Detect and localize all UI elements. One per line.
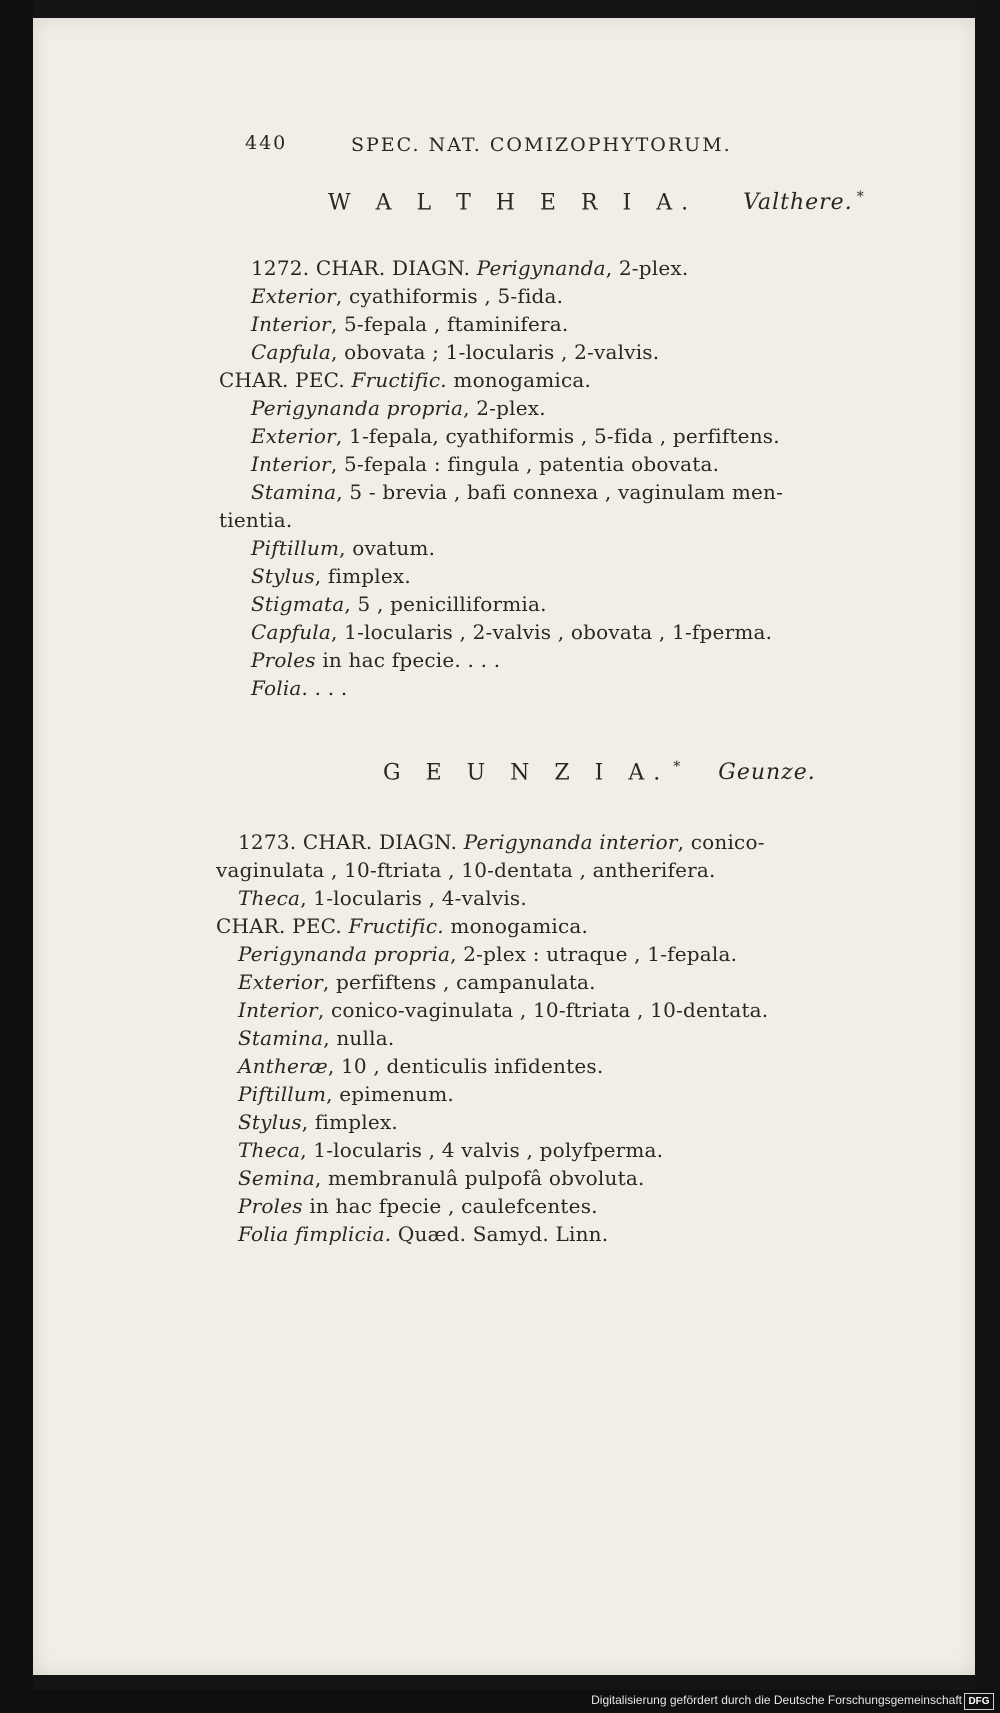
entry-line — [238, 1138, 663, 1162]
entry-line — [251, 340, 659, 364]
entry-line — [251, 676, 347, 700]
description: in hac fpecie , caulefcentes. — [302, 1194, 598, 1218]
description: in hac fpecie. . . . — [315, 648, 501, 672]
description: , 10 , denticulis infidentes. — [327, 1054, 604, 1078]
entry-line — [238, 1054, 603, 1078]
genus-heading-geunzia — [383, 759, 816, 785]
section-label: CHAR. DIAGN. — [302, 830, 458, 854]
entry-line — [251, 480, 783, 504]
term: Capfula — [251, 620, 332, 644]
description: monogamica. — [446, 368, 592, 392]
term: Capfula — [251, 340, 332, 364]
term: Exterior — [238, 970, 323, 994]
description: . . . . — [301, 676, 348, 700]
description: , 1-fepala, cyathiformis , 5-fida , perfiftens. — [335, 424, 780, 448]
page-number: 440 — [245, 132, 288, 154]
term: Proles — [251, 648, 316, 672]
entry-line — [219, 508, 292, 532]
entry-line — [238, 1222, 608, 1246]
description: , fimplex. — [301, 1110, 398, 1134]
term: Piftillum — [251, 536, 340, 560]
description: , 1-locularis , 2-valvis , obovata , 1-fperma. — [331, 620, 773, 644]
description: , ovatum. — [339, 536, 436, 560]
term: Perigynanda interior — [463, 830, 678, 854]
entry-line — [251, 648, 500, 672]
running-title: SPEC. NAT. COMIZOPHYTORUM. — [351, 134, 732, 156]
section-label: CHAR. PEC. — [216, 914, 342, 938]
asterisk-mark: * — [673, 759, 681, 775]
description: , 2-plex. — [605, 256, 689, 280]
entry-line — [216, 858, 716, 882]
entry-line — [238, 830, 765, 854]
description: , 5-fepala : fingula , patentia obovata. — [330, 452, 720, 476]
description: Quæd. Samyd. Linn. — [391, 1222, 609, 1246]
term: Stylus — [238, 1110, 302, 1134]
term: Theca — [238, 1138, 301, 1162]
entry-number: 1272. — [251, 256, 310, 280]
term: Proles — [238, 1194, 303, 1218]
entry-line — [251, 452, 719, 476]
section-label: CHAR. PEC. — [219, 368, 345, 392]
digitization-credit: Digitalisierung gefördert durch die Deutsche Forschungsgemeinschaft — [591, 1693, 962, 1707]
term: Stigmata — [251, 592, 345, 616]
term: Interior — [251, 312, 331, 336]
term: Fructific. — [351, 368, 447, 392]
genus-name: G E U N Z I A. — [383, 760, 670, 786]
term: Perigynanda propria — [238, 942, 451, 966]
term: Piftillum — [238, 1082, 327, 1106]
term: Interior — [251, 452, 331, 476]
entry-line — [251, 284, 563, 308]
vernacular-name: Geunze. — [718, 760, 816, 786]
footer-bar — [0, 1690, 1000, 1713]
entry-line — [238, 886, 527, 910]
description: , 5 - brevia , bafi connexa , vaginulam men- — [336, 480, 784, 504]
entry-line — [251, 256, 688, 280]
description: , 2-plex. — [463, 396, 546, 420]
entry-line — [238, 1082, 454, 1106]
entry-line — [219, 368, 591, 392]
entry-line — [251, 424, 780, 448]
term: Interior — [238, 998, 318, 1022]
entry-line — [238, 942, 737, 966]
vernacular-name: Valthere. — [743, 190, 853, 216]
description: , 2-plex : utraque , 1-fepala. — [450, 942, 738, 966]
description: tientia. — [219, 508, 293, 532]
book-page — [33, 18, 975, 1675]
term: Antheræ — [238, 1054, 328, 1078]
term: Exterior — [251, 424, 336, 448]
entry-line — [251, 592, 547, 616]
entry-line — [251, 620, 772, 644]
entry-line — [238, 970, 596, 994]
term: Folia fimplicia. — [238, 1222, 392, 1246]
description: monogamica. — [443, 914, 589, 938]
description: vaginulata , 10-ftriata , 10-dentata , antherifera. — [216, 858, 716, 882]
description: , 5-fepala , ftaminifera. — [330, 312, 569, 336]
genus-heading-waltheria — [328, 189, 864, 215]
description: , epimenum. — [326, 1082, 454, 1106]
entry-line — [216, 914, 588, 938]
entry-line — [251, 536, 435, 560]
section-label: CHAR. DIAGN. — [315, 256, 471, 280]
entry-line — [251, 564, 411, 588]
entry-line — [238, 1194, 598, 1218]
entry-line — [251, 396, 546, 420]
term: Perigynanda propria — [251, 396, 464, 420]
description: , obovata ; 1-locularis , 2-valvis. — [331, 340, 660, 364]
description: , conico-vaginulata , 10-ftriata , 10-dentata. — [317, 998, 769, 1022]
scan-left-edge — [0, 0, 33, 1713]
description: , 1-locularis , 4 valvis , polyfperma. — [300, 1138, 664, 1162]
scan-right-edge — [975, 0, 1000, 1713]
description: , cyathiformis , 5-fida. — [335, 284, 564, 308]
description: , perfiftens , campanulata. — [322, 970, 596, 994]
description: , 5 , penicilliformia. — [344, 592, 547, 616]
term: Folia — [251, 676, 302, 700]
description: , conico- — [677, 830, 765, 854]
asterisk-mark: * — [856, 189, 864, 205]
dfg-logo: DFG — [964, 1693, 994, 1710]
term: Perigynanda — [476, 256, 606, 280]
description: , membranulâ pulpofâ obvoluta. — [314, 1166, 645, 1190]
term: Theca — [238, 886, 301, 910]
description: , nulla. — [323, 1026, 395, 1050]
genus-name: W A L T H E R I A. — [328, 190, 698, 216]
description: , 1-locularis , 4-valvis. — [300, 886, 527, 910]
term: Exterior — [251, 284, 336, 308]
term: Stamina — [238, 1026, 324, 1050]
entry-line — [251, 312, 568, 336]
entry-number: 1273. — [238, 830, 297, 854]
entry-line — [238, 1166, 645, 1190]
term: Semina — [238, 1166, 315, 1190]
term: Stamina — [251, 480, 337, 504]
entry-line — [238, 1110, 398, 1134]
term: Fructific. — [348, 914, 444, 938]
entry-line — [238, 1026, 394, 1050]
description: , fimplex. — [314, 564, 411, 588]
term: Stylus — [251, 564, 315, 588]
entry-line — [238, 998, 768, 1022]
